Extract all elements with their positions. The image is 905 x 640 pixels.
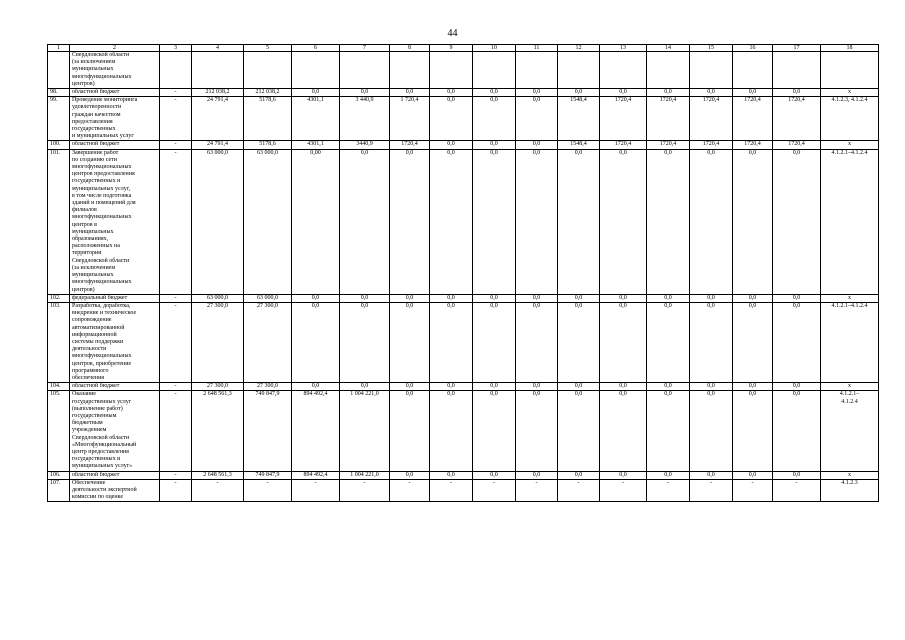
amount-cell: 0,0 [516,391,558,471]
row-number: 98. [48,89,70,97]
column-number: 11 [516,45,558,52]
amount-cell: 0,0 [430,141,473,149]
target-reference: 4.1.2.3 [821,479,879,502]
column-number: 10 [473,45,516,52]
amount-cell: 0,0 [600,391,647,471]
amount-cell: 0,0 [690,302,733,382]
row-number: 106. [48,471,70,479]
amount-cell: - [516,479,558,502]
amount-cell: 1720,4 [773,97,821,141]
column-number: 12 [558,45,600,52]
amount-cell: 63 000,0 [192,294,244,302]
column-number: 17 [773,45,821,52]
table-row [48,391,879,471]
amount-cell: 0,0 [516,471,558,479]
amount-cell: 0,0 [473,383,516,391]
amount-cell: 1720,4 [733,97,773,141]
amount-cell: 0,0 [292,302,340,382]
column-number: 9 [430,45,473,52]
amount-cell: 0,0 [647,383,690,391]
amount-cell: 0,0 [690,294,733,302]
amount-cell: 4301,1 [292,141,340,149]
amount-cell: 0,0 [473,97,516,141]
amount-cell: 0,0 [600,294,647,302]
target-reference: 4.1.2.3, 4.1.2.4 [821,97,879,141]
amount-cell: 0,0 [773,391,821,471]
target-reference: x [821,471,879,479]
row-cell: - [160,97,192,141]
amount-cell: 0,0 [340,89,390,97]
table-row [48,383,879,391]
amount-cell: 0,0 [516,383,558,391]
amount-cell: 0,0 [690,89,733,97]
amount-cell: - [473,479,516,502]
amount-cell [773,52,821,89]
amount-cell: 0,0 [690,383,733,391]
amount-cell [733,52,773,89]
amount-cell: 0,0 [390,391,430,471]
amount-cell: 0,0 [390,294,430,302]
amount-cell: 0,0 [292,89,340,97]
amount-cell [516,52,558,89]
amount-cell: 0,0 [773,302,821,382]
row-description: Свердловской области (за исключением муниципальных многофункциональных центров) [70,52,160,89]
amount-cell: 0,00 [292,149,340,294]
amount-cell [600,52,647,89]
column-number: 15 [690,45,733,52]
column-number: 6 [292,45,340,52]
page-number: 44 [447,28,458,39]
amount-cell: - [773,479,821,502]
row-description: Завершение работ по созданию сети многофункциональных центров предоставления государственных и муниципальных услуг, в том числе подготовка зданий и помещений для филиалов многофункциональных центров в муниципальных образованиях, расположенных на территории Свердловской области (за исключением муниципальных многофункциональных центров) [70,149,160,294]
row-cell: - [160,391,192,471]
amount-cell: 212 038,2 [192,89,244,97]
amount-cell: 1 004 221,0 [340,471,390,479]
table-body [48,45,879,502]
amount-cell: 0,0 [430,302,473,382]
amount-cell: 0,0 [558,294,600,302]
amount-cell: 63 000,0 [192,149,244,294]
amount-cell: - [690,479,733,502]
amount-cell: 0,0 [516,89,558,97]
target-reference: 4.1.2.1– 4.1.2.4 [821,391,879,471]
amount-cell: 1720,4 [647,97,690,141]
row-description: федеральный бюджет [70,294,160,302]
column-number: 1 [48,45,70,52]
amount-cell: 0,0 [473,302,516,382]
amount-cell: 5178,6 [244,141,292,149]
column-number: 2 [70,45,160,52]
amount-cell [473,52,516,89]
amount-cell: - [390,479,430,502]
amount-cell: 894 492,4 [292,471,340,479]
row-number: 100. [48,141,70,149]
amount-cell: - [292,479,340,502]
amount-cell: 0,0 [558,471,600,479]
amount-cell: - [430,479,473,502]
amount-cell: 0,0 [390,89,430,97]
amount-cell: 1548,4 [558,97,600,141]
target-reference: 4.1.2.1–4.1.2.4 [821,302,879,382]
amount-cell: 0,0 [733,383,773,391]
amount-cell: 3440,9 [340,141,390,149]
amount-cell: - [647,479,690,502]
row-cell: - [160,89,192,97]
amount-cell: 894 492,4 [292,391,340,471]
amount-cell: - [244,479,292,502]
table-row [48,294,879,302]
amount-cell: 0,0 [647,471,690,479]
amount-cell: 749 847,9 [244,391,292,471]
table-row [48,141,879,149]
amount-cell: 0,0 [340,294,390,302]
row-cell: - [160,294,192,302]
amount-cell: 0,0 [430,149,473,294]
row-description: областной бюджет [70,141,160,149]
amount-cell: 0,0 [292,294,340,302]
row-number: 101. [48,149,70,294]
column-number: 18 [821,45,879,52]
amount-cell: 1720,4 [600,97,647,141]
table-row [48,52,879,89]
target-reference: 4.1.2.1–4.1.2.4 [821,149,879,294]
amount-cell: 0,0 [473,149,516,294]
row-number [48,52,70,89]
amount-cell: 2 648 561,3 [192,391,244,471]
amount-cell [192,52,244,89]
row-cell: - [160,479,192,502]
table-row [48,302,879,382]
amount-cell: 24 791,4 [192,97,244,141]
amount-cell: 0,0 [430,383,473,391]
row-description: областной бюджет [70,383,160,391]
amount-cell: 1720,4 [773,141,821,149]
row-number: 99. [48,97,70,141]
amount-cell: 0,0 [390,383,430,391]
amount-cell: 0,0 [430,294,473,302]
amount-cell: 0,0 [340,302,390,382]
amount-cell: 0,0 [647,391,690,471]
amount-cell: 0,0 [733,471,773,479]
amount-cell: 0,0 [600,89,647,97]
amount-cell: 0,0 [733,149,773,294]
amount-cell [430,52,473,89]
amount-cell [244,52,292,89]
amount-cell: 0,0 [733,294,773,302]
amount-cell: 0,0 [340,383,390,391]
amount-cell: 0,0 [733,89,773,97]
amount-cell: 0,0 [340,149,390,294]
amount-cell: 0,0 [473,391,516,471]
amount-cell: 0,0 [473,294,516,302]
amount-cell: 1 720,4 [390,97,430,141]
row-cell: - [160,141,192,149]
amount-cell: 63 000,0 [244,294,292,302]
amount-cell: - [733,479,773,502]
amount-cell: 27 300,0 [244,383,292,391]
amount-cell: 1720,4 [690,141,733,149]
row-number: 107. [48,479,70,502]
column-number: 16 [733,45,773,52]
amount-cell: 0,0 [430,89,473,97]
row-cell: - [160,149,192,294]
amount-cell: 0,0 [647,294,690,302]
amount-cell [558,52,600,89]
amount-cell: 0,0 [516,149,558,294]
amount-cell: 0,0 [292,383,340,391]
amount-cell: - [558,479,600,502]
amount-cell: 0,0 [473,471,516,479]
amount-cell: 212 038,2 [244,89,292,97]
row-description: областной бюджет [70,89,160,97]
amount-cell: - [600,479,647,502]
amount-cell: 0,0 [690,471,733,479]
column-number: 13 [600,45,647,52]
table-row [48,471,879,479]
row-cell: - [160,471,192,479]
amount-cell: 1720,4 [733,141,773,149]
amount-cell: 0,0 [390,302,430,382]
table-row [48,149,879,294]
table-row [48,89,879,97]
amount-cell: 0,0 [516,97,558,141]
row-description: областной бюджет [70,471,160,479]
amount-cell [292,52,340,89]
amount-cell: 0,0 [516,302,558,382]
row-number: 104. [48,383,70,391]
amount-cell: 0,0 [690,149,733,294]
amount-cell: 1720,4 [690,97,733,141]
amount-cell: 0,0 [647,89,690,97]
amount-cell: 0,0 [558,383,600,391]
amount-cell: 27 300,0 [192,383,244,391]
amount-cell: 27 300,0 [244,302,292,382]
amount-cell [647,52,690,89]
amount-cell: 0,0 [773,149,821,294]
amount-cell [390,52,430,89]
target-reference: x [821,141,879,149]
amount-cell: 3 440,9 [340,97,390,141]
amount-cell: 0,0 [430,471,473,479]
amount-cell: 0,0 [558,302,600,382]
amount-cell: 0,0 [773,89,821,97]
column-number: 8 [390,45,430,52]
amount-cell: 1 004 221,0 [340,391,390,471]
target-reference: x [821,383,879,391]
amount-cell: 0,0 [390,471,430,479]
row-description: Обеспечение деятельности экспертной комиссии по оценке [70,479,160,502]
amount-cell: 5178,6 [244,97,292,141]
row-number: 102. [48,294,70,302]
amount-cell: 0,0 [516,294,558,302]
row-description: Проведение мониторинга удовлетворенности граждан качеством предоставления государственных и муниципальных услуг [70,97,160,141]
amount-cell: 0,0 [647,302,690,382]
amount-cell: 0,0 [516,141,558,149]
amount-cell: 0,0 [558,391,600,471]
amount-cell [340,52,390,89]
amount-cell: 24 791,4 [192,141,244,149]
table-row [48,97,879,141]
amount-cell: 0,0 [773,471,821,479]
amount-cell: 0,0 [773,294,821,302]
row-cell: - [160,302,192,382]
amount-cell [690,52,733,89]
amount-cell: 0,0 [390,149,430,294]
amount-cell: 0,0 [600,149,647,294]
amount-cell: 0,0 [600,302,647,382]
column-number: 4 [192,45,244,52]
column-number-row [48,45,879,52]
budget-table [47,44,879,502]
amount-cell: 1720,4 [390,141,430,149]
amount-cell: 749 847,9 [244,471,292,479]
amount-cell: 0,0 [690,391,733,471]
table-row [48,479,879,502]
amount-cell: - [340,479,390,502]
row-description: Разработка, доработка, внедрение и техническое сопровождение автоматизированной информационной системы поддержки деятельности многофункциональных центров, приобретение программного обеспечения [70,302,160,382]
target-reference [821,52,879,89]
amount-cell: 0,0 [473,89,516,97]
amount-cell: 0,0 [733,302,773,382]
amount-cell: 0,0 [473,141,516,149]
column-number: 14 [647,45,690,52]
amount-cell: 0,0 [600,383,647,391]
amount-cell: 1548,4 [558,141,600,149]
column-number: 3 [160,45,192,52]
amount-cell: 27 300,0 [192,302,244,382]
column-number: 5 [244,45,292,52]
row-number: 105. [48,391,70,471]
amount-cell: 1720,4 [600,141,647,149]
amount-cell: 63 000,0 [244,149,292,294]
row-cell [160,52,192,89]
row-description: Оказание государственных услуг (выполнение работ) государственным бюджетным учреждением Свердловской области «Многофункциональный центр предоставления государственных и муниципальных услуг» [70,391,160,471]
amount-cell: 2 648 561,3 [192,471,244,479]
amount-cell: 0,0 [430,391,473,471]
amount-cell: 0,0 [647,149,690,294]
amount-cell: 0,0 [430,97,473,141]
amount-cell: 1720,4 [647,141,690,149]
amount-cell: 0,0 [558,149,600,294]
amount-cell: 0,0 [773,383,821,391]
amount-cell: - [192,479,244,502]
target-reference: x [821,89,879,97]
row-cell: - [160,383,192,391]
amount-cell: 4301,1 [292,97,340,141]
target-reference: x [821,294,879,302]
amount-cell: 0,0 [600,471,647,479]
row-number: 103. [48,302,70,382]
amount-cell: 0,0 [733,391,773,471]
column-number: 7 [340,45,390,52]
amount-cell: 0,0 [558,89,600,97]
